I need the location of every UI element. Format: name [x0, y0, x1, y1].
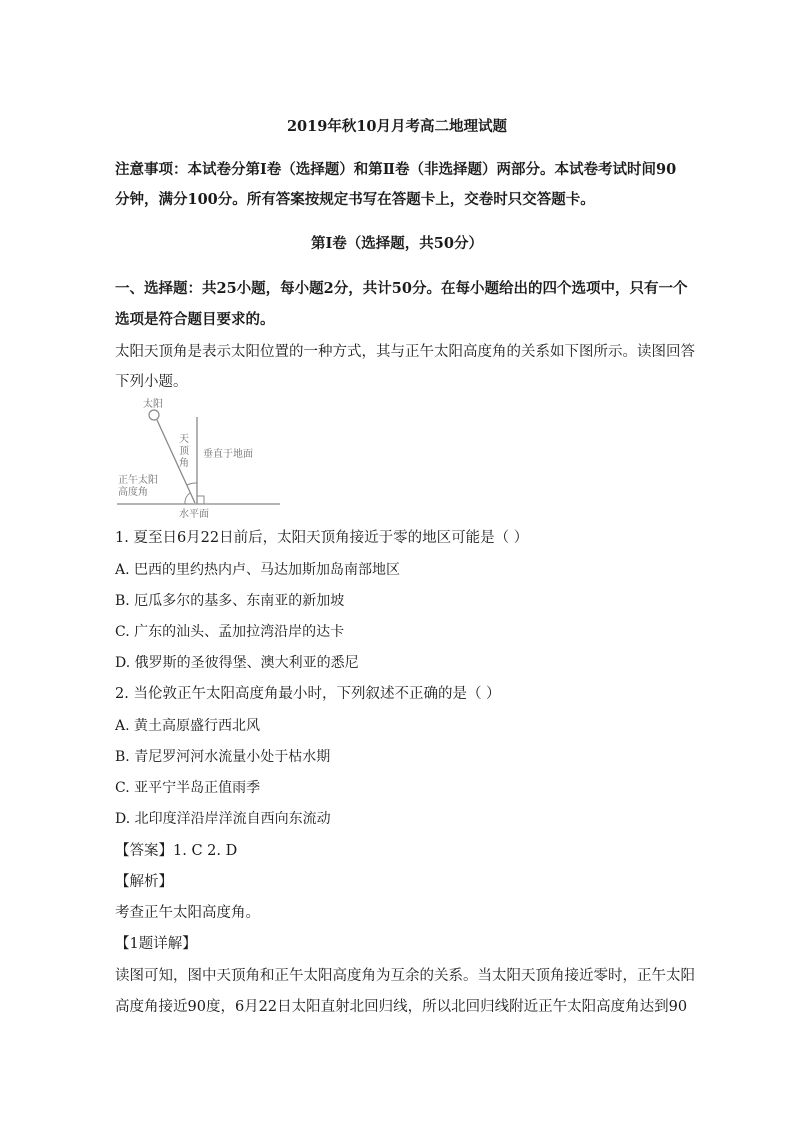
- zenith-char-3: 角: [179, 458, 189, 469]
- detail-label: 【1题详解】: [115, 936, 197, 952]
- zenith-char-1: 天: [179, 434, 189, 445]
- part-heading-line-1: 一、选择题：共25小题，每小题2分，共计50分。在每小题给出的四个选项中，只有一个: [115, 280, 688, 297]
- part-heading-line-2: 选项是符合题目要求的。: [115, 311, 275, 328]
- sun-label: 太阳: [143, 399, 163, 410]
- noon-altitude-label-2: 高度角: [118, 487, 148, 498]
- analysis-text: 考查正午太阳高度角。: [115, 905, 260, 921]
- section-title: 第Ⅰ卷（选择题，共50分）: [311, 235, 483, 252]
- question-2-stem: 2. 当伦敦正午太阳高度角最小时，下列叙述不正确的是（ ）: [115, 686, 501, 702]
- sun-ray-line: [157, 420, 195, 503]
- answer-line: 【答案】1. C 2. D: [115, 843, 238, 859]
- question-2-option-b: B. 青尼罗河河水流量小处于枯水期: [115, 749, 331, 765]
- noon-altitude-label-1: 正午太阳: [118, 475, 158, 486]
- detail-line-1: 读图可知，图中天顶角和正午太阳高度角为互余的关系。当太阳天顶角接近零时，正午太阳: [115, 968, 695, 984]
- question-1-option-a: A. 巴西的里约热内卢、马达加斯加岛南部地区: [115, 562, 401, 578]
- notice-line-1: 注意事项：本试卷分第Ⅰ卷（选择题）和第Ⅱ卷（非选择题）两部分。本试卷考试时间90: [115, 161, 677, 178]
- detail-line-2: 高度角接近90度，6月22日太阳直射北回归线，所以北回归线附近正午太阳高度角达到90: [115, 999, 688, 1015]
- notice-line-2: 分钟，满分100分。所有答案按规定书写在答题卡上，交卷时只交答题卡。: [115, 191, 595, 208]
- horizontal-label: 水平面: [179, 509, 209, 520]
- question-1-option-b: B. 厄瓜多尔的基多、东南亚的新加坡: [115, 593, 345, 609]
- question-2-option-c: C. 亚平宁半岛正值雨季: [115, 780, 261, 796]
- right-angle-marker: [197, 496, 204, 504]
- analysis-label: 【解析】: [115, 874, 173, 890]
- question-1-option-c: C. 广东的汕头、孟加拉湾沿岸的达卡: [115, 624, 345, 640]
- zenith-angle-diagram: [115, 395, 285, 520]
- intro-line-2: 下列小题。: [115, 374, 188, 390]
- question-1-option-d: D. 俄罗斯的圣彼得堡、澳大利亚的悉尼: [115, 655, 359, 671]
- question-2-option-a: A. 黄土高原盛行西北风: [115, 718, 261, 734]
- question-1-stem: 1. 夏至日6月22日前后，太阳天顶角接近于零的地区可能是（ ）: [115, 530, 529, 546]
- exam-title: 2019年秋10月月考高二地理试题: [286, 118, 508, 135]
- intro-line-1: 太阳天顶角是表示太阳位置的一种方式，其与正午太阳高度角的关系如下图所示。读图回答: [115, 344, 695, 360]
- zenith-char-2: 顶: [179, 446, 189, 457]
- vertical-label: 垂直于地面: [203, 449, 253, 460]
- question-2-option-d: D. 北印度洋沿岸洋流自西向东流动: [115, 811, 331, 827]
- sun-icon: [149, 410, 159, 420]
- altitude-angle-arc: [185, 493, 190, 504]
- zenith-angle-arc: [187, 483, 197, 485]
